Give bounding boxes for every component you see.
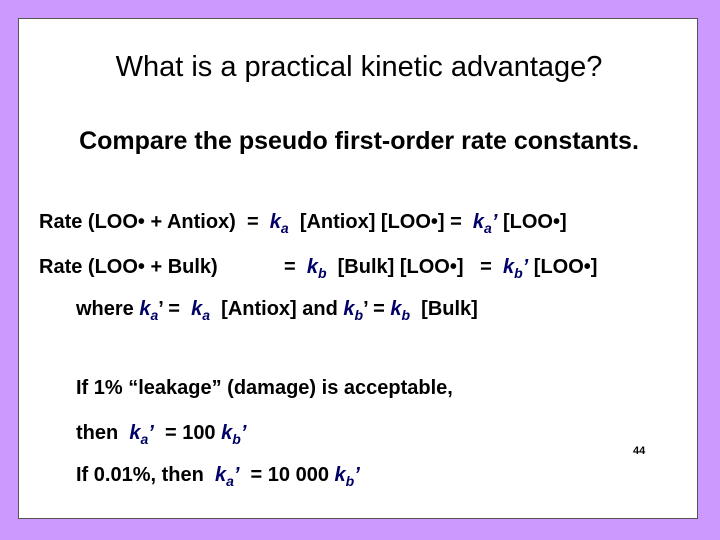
eq2-kprime: k bbox=[502, 256, 515, 278]
eq1-prime: ’ bbox=[491, 211, 498, 233]
eq1-equals: = bbox=[246, 211, 259, 233]
then-k2-sub: b bbox=[232, 430, 241, 447]
where-suffix: [Bulk] bbox=[421, 298, 478, 320]
if2-k2-prime: ’ bbox=[354, 464, 360, 486]
eq2-mid: [Bulk] [LOO•] bbox=[337, 256, 464, 278]
equation-bulk-rhs bbox=[284, 256, 597, 281]
if2-k1-sub: a bbox=[226, 472, 234, 489]
where-definition bbox=[76, 298, 478, 323]
slide-title: What is a practical kinetic advantage? bbox=[115, 51, 603, 83]
then-k2: k bbox=[221, 422, 233, 444]
leakage-statement: If 1% “leakage” (damage) is acceptable, bbox=[76, 377, 453, 399]
where-prefix: where bbox=[76, 298, 134, 320]
if2-k2-sub: b bbox=[345, 472, 355, 489]
then-k2-prime: ’ bbox=[240, 422, 247, 444]
eq1-mid: [Antiox] [LOO•] = bbox=[299, 211, 462, 233]
eq2-lhs: Rate (LOO• + Bulk) bbox=[39, 256, 218, 278]
where-k2-sub: a bbox=[202, 306, 211, 323]
where-k3-sub: b bbox=[354, 306, 364, 323]
then-100 bbox=[76, 422, 246, 447]
equation-bulk bbox=[39, 256, 218, 279]
where-k4: k bbox=[390, 298, 402, 320]
then-k1-sub: a bbox=[140, 430, 149, 447]
eq2-kprime-sub: b bbox=[514, 264, 523, 281]
eq2-k-sub: b bbox=[317, 264, 327, 281]
then-k1-prime: ’ bbox=[148, 422, 154, 444]
where-mid: [Antiox] and bbox=[221, 298, 338, 320]
page-number: 44 bbox=[633, 445, 646, 457]
if2-k2: k bbox=[334, 464, 346, 486]
eq1-rhs: [LOO•] bbox=[502, 211, 567, 233]
eq2-equals: = bbox=[284, 256, 296, 278]
if2-k1: k bbox=[214, 464, 227, 486]
where-k1-sub: a bbox=[150, 306, 159, 323]
eq1-kprime: k bbox=[472, 211, 485, 233]
then-k1: k bbox=[129, 422, 141, 444]
eq1-lhs: Rate (LOO• + Antiox) bbox=[39, 211, 236, 233]
if2-mid: = 10 000 bbox=[250, 464, 329, 486]
slide bbox=[18, 18, 698, 519]
where-k3-prime: ’ = bbox=[363, 298, 385, 320]
slide-subtitle: Compare the pseudo first-order rate constants. bbox=[79, 127, 639, 155]
eq2-rhs: [LOO•] bbox=[533, 256, 598, 278]
eq2-equals-2: = bbox=[480, 256, 492, 278]
if2-prefix: If 0.01%, then bbox=[76, 464, 204, 486]
eq1-kprime-sub: a bbox=[484, 219, 492, 236]
eq1-k: k bbox=[269, 211, 281, 233]
where-k4-sub: b bbox=[401, 306, 411, 323]
where-k2: k bbox=[191, 298, 203, 320]
if-001 bbox=[76, 464, 360, 489]
if2-k1-prime: ’ bbox=[233, 464, 240, 486]
then-mid: = 100 bbox=[164, 422, 216, 444]
equation-antiox bbox=[39, 211, 567, 236]
eq2-prime: ’ bbox=[522, 256, 529, 278]
where-k1: k bbox=[139, 298, 151, 320]
where-k1-prime: ’ = bbox=[158, 298, 180, 320]
eq1-k-sub: a bbox=[280, 219, 289, 236]
where-k3: k bbox=[343, 298, 355, 320]
eq2-k: k bbox=[306, 256, 318, 278]
then-prefix: then bbox=[76, 422, 119, 444]
